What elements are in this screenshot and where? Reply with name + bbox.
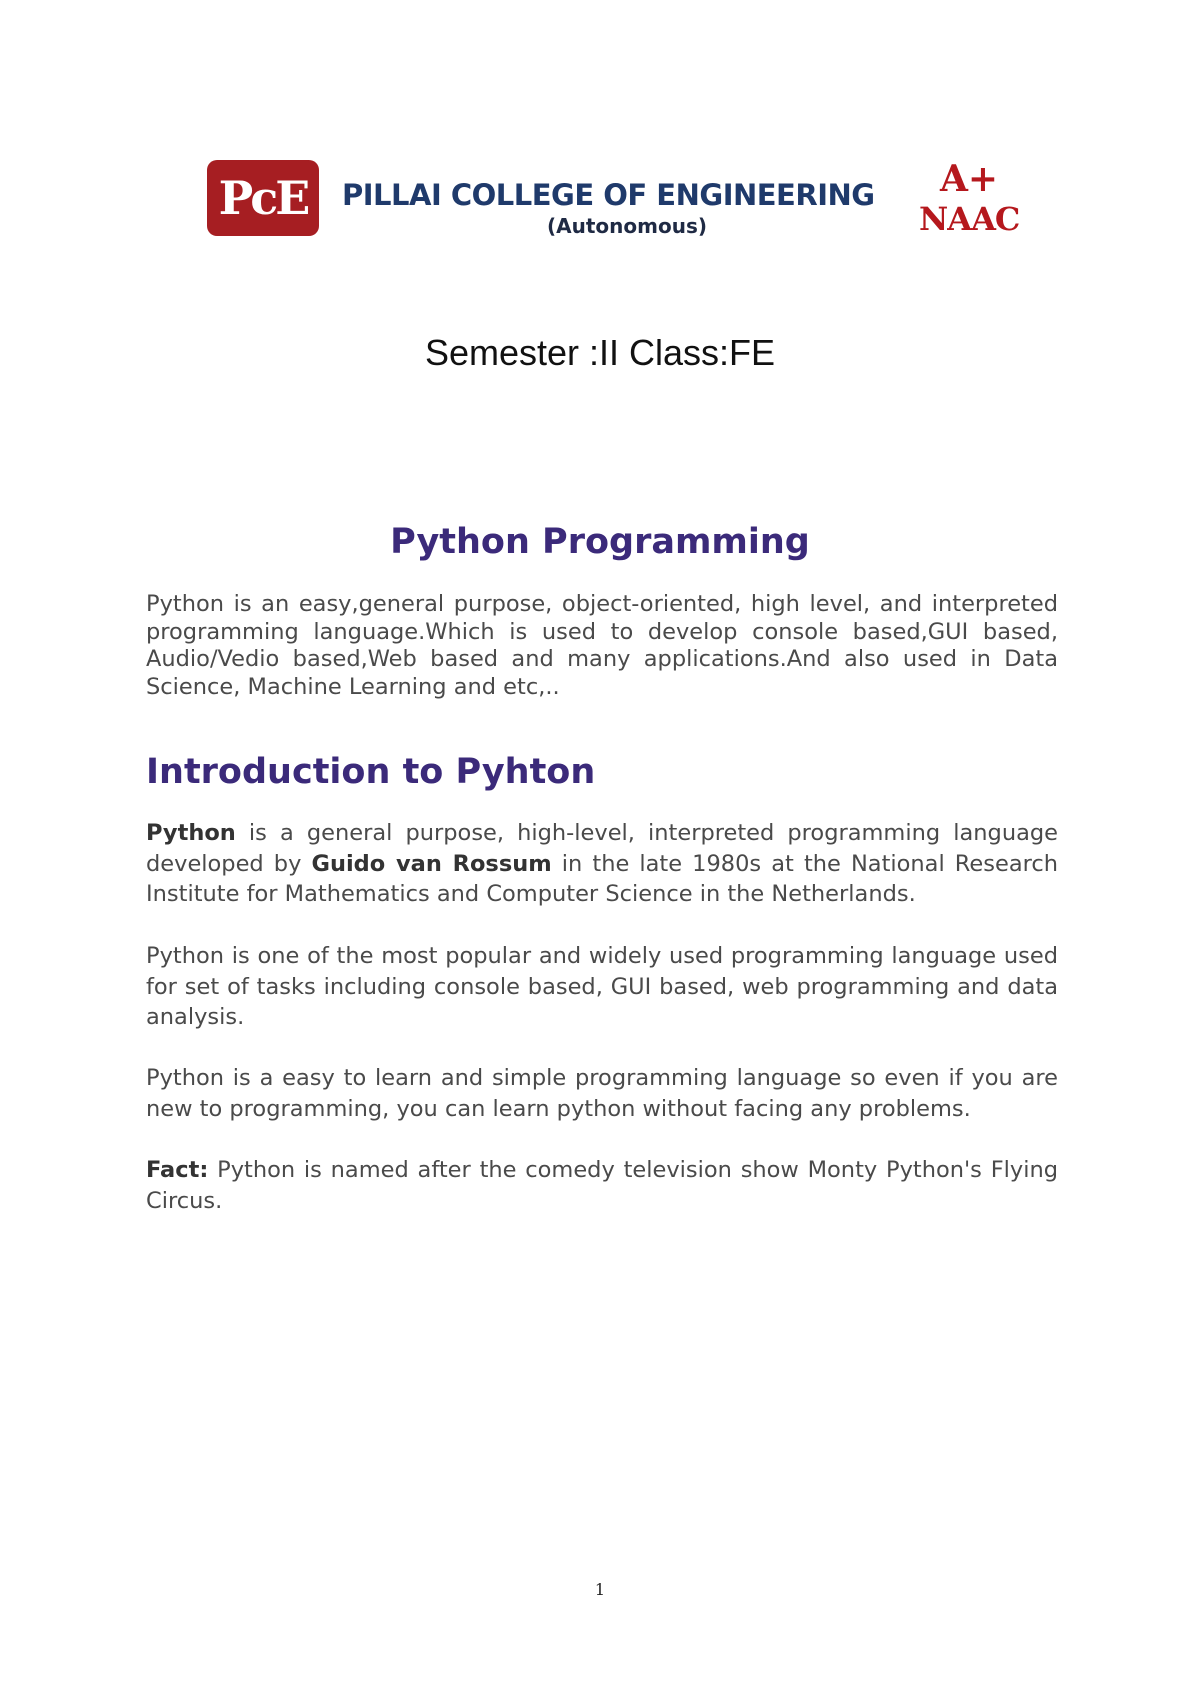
bold-python: Python [146,820,236,846]
logo-text: PcE [218,171,308,225]
page-number: 1 [594,1580,606,1599]
college-header [207,158,1020,242]
paragraph-fact [146,1155,1058,1216]
origin-text-1: is a general purpose, high-level, interpreted programming language developed by [146,820,1058,877]
naac-label: NAAC [919,200,1020,238]
section-heading: Introduction to Pyhton [146,752,596,792]
fact-text: Python is named after the comedy television show Monty Python's Flying Circus. [146,1157,1058,1214]
college-logo [207,160,319,236]
origin-text-2: in the late 1980s at the National Research Institute for Mathematics and Computer Science in the Netherlands. [146,850,1059,907]
semester-class-line: Semester :II Class:FE [424,332,776,373]
document-title: Python Programming [390,522,810,562]
paragraph-popularity: Python is one of the most popular and widely used programming language used for set of tasks including console based, GUI based, web programming and data analysis. [146,943,1058,1030]
fact-label: Fact: [146,1157,209,1183]
paragraph-origin [146,818,1058,910]
paragraph-easy: Python is a easy to learn and simple programming language so even if you are new to programming, you can learn python without facing any problems. [146,1065,1058,1122]
college-name: PILLAI COLLEGE OF ENGINEERING [342,178,875,212]
intro-paragraph: Python is an easy,general purpose, object-oriented, high level, and interpreted programming language.Which is used to develop console based,GUI based, Audio/Vedio based,Web based and many applications.And also used in Data Science, Machine Learning and etc,.. [146,591,1058,700]
college-subtitle: (Autonomous) [547,214,707,238]
naac-grade: A+ [940,158,999,200]
bold-guido: Guido van Rossum [311,850,552,877]
